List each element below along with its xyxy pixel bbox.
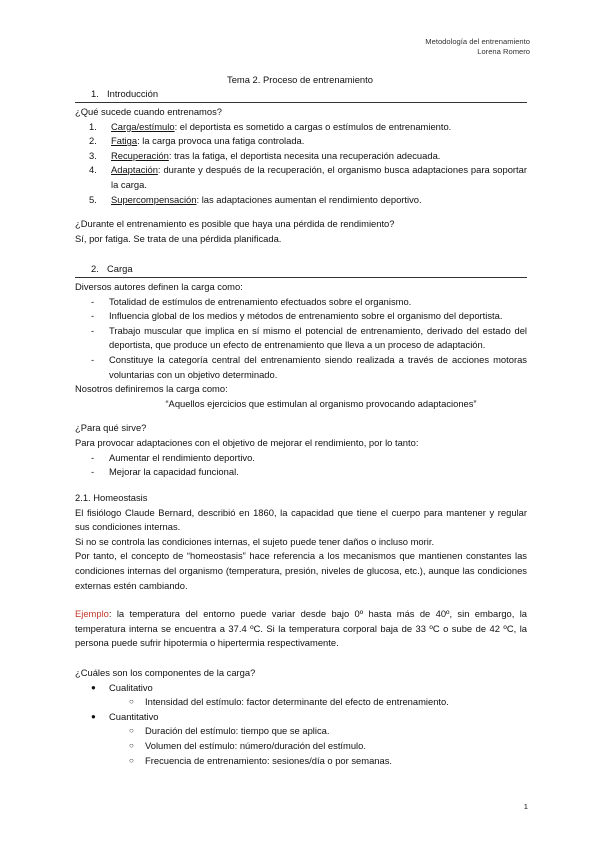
list-item: ○ Frecuencia de entrenamiento: sesiones/día o por semanas. (75, 754, 527, 769)
carga-quote: “Aquellos ejercicios que estimulan al organismo provocando adaptaciones” (165, 397, 477, 409)
list-item: ○ Intensidad del estímulo: factor determinante del efecto de entrenamiento. (75, 695, 527, 710)
page-number: 1 (523, 802, 528, 811)
list-item: - Influencia global de los medios y métodos de entrenamiento sobre el organismo del deportista. (91, 310, 503, 322)
section-1-divider (75, 102, 527, 103)
components-section (75, 666, 527, 768)
homeostasis-p3: Por tanto, el concepto de “homeostasis” hace referencia a los mecanismos que mantienen constantes las condiciones internas del organismo (temperatura, presión, niveles de glucosa, etc.), aunque las condiciones externas estén cambiando. (75, 550, 527, 591)
bullet-icon: ● (91, 682, 96, 692)
section-2-heading (75, 262, 527, 277)
section-2-number: 2. (91, 263, 99, 274)
section-1-body (75, 105, 527, 246)
purpose-question: ¿Para qué sirve? (75, 422, 147, 434)
list-item: 5. Supercompensación: las adaptaciones aumentan el rendimiento deportivo. (89, 193, 422, 205)
list-item: 2. Fatiga: la carga provoca una fatiga controlada. (89, 135, 305, 147)
carga-definitions-list (75, 295, 527, 383)
section-1-question: ¿Qué sucede cuando entrenamos? (75, 106, 222, 117)
circle-bullet-icon: ○ (129, 697, 134, 707)
list-item: - Constituye la categoría central del entrenamiento siendo realizada a través de acciones motoras voluntarias con un objetivo determinado. (91, 353, 527, 380)
list-item: ○ Volumen del estímulo: número/duración del estímulo. (75, 739, 527, 754)
page-title: Tema 2. Proceso de entrenamiento (227, 74, 373, 85)
list-item: - Trabajo muscular que implica en sí mismo el potencial de entrenamiento, derivado del estado del deportista, que produce un efecto de entrenamiento que lleva a un proceso de adaptación. (91, 324, 527, 351)
carga-own-definition-intro: Nosotros definiremos la carga como: (75, 383, 228, 395)
list-item: ○ Duración del estímulo: tiempo que se aplica. (75, 724, 527, 739)
purpose-list (75, 451, 527, 480)
section-1-question-2: ¿Durante el entrenamiento es posible que haya una pérdida de rendimiento? (75, 218, 395, 230)
section-1-heading (75, 87, 527, 102)
list-item: 3. Recuperación: tras la fatiga, el deportista necesita una recuperación adecuada. (89, 149, 441, 161)
section-1-answer-2: Sí, por fatiga. Se trata de una pérdida planificada. (75, 232, 282, 244)
section-2-divider (75, 277, 527, 278)
section-1-title: Introducción (107, 88, 159, 99)
section-1-number: 1. (91, 88, 99, 99)
section-2-title: Carga (107, 263, 133, 274)
circle-bullet-icon: ○ (129, 755, 134, 765)
header-author: Lorena Romero (477, 47, 530, 56)
homeostasis-heading: 2.1. Homeostasis (75, 492, 148, 503)
list-item: ● Cualitativo (75, 681, 527, 696)
qualitative-sublist (75, 695, 527, 710)
circle-bullet-icon: ○ (129, 740, 134, 750)
list-item: - Aumentar el rendimiento deportivo. (91, 451, 255, 463)
components-list-2 (75, 710, 527, 725)
circle-bullet-icon: ○ (129, 726, 134, 736)
quantitative-sublist (75, 724, 527, 768)
header-course: Metodología del entrenamiento (425, 37, 530, 46)
list-item: - Mejorar la capacidad funcional. (91, 466, 239, 478)
list-item: 1. Carga/estímulo: el deportista es sometido a cargas o estímulos de entrenamiento. (89, 120, 452, 132)
homeostasis-example: Ejemplo: la temperatura del entorno puede variar desde bajo 0º hasta más de 40º, sin embargo, la temperatura interna se encuentra a 37.4 ºC. Si la temperatura corporal baja de 33 ºC o sube de 42 ºC, la persona puede sufrir hipotermia o hipertermia respectivamente. (75, 608, 527, 649)
homeostasis-p1: El fisiólogo Claude Bernard, describió en 1860, la capacidad que tiene el cuerpo para mantener y regular sus condiciones internas. (75, 506, 527, 533)
list-item: - Totalidad de estímulos de entrenamiento efectuados sobre el organismo. (91, 295, 412, 307)
list-item: ● Cuantitativo (75, 710, 527, 725)
homeostasis-section (75, 491, 527, 651)
homeostasis-p2: Si no se controla las condiciones internas, el sujeto puede tener daños o incluso morir. (75, 535, 435, 547)
bullet-icon: ● (91, 711, 96, 721)
list-item: 4. Adaptación: durante y después de la recuperación, el organismo busca adaptaciones para soportar la carga. (89, 164, 527, 190)
purpose-text: Para provocar adaptaciones con el objetivo de mejorar el rendimiento, por lo tanto: (75, 436, 419, 448)
section-2-body (75, 280, 527, 480)
carga-intro: Diversos autores definen la carga como: (75, 281, 243, 292)
example-label: Ejemplo (75, 608, 109, 620)
training-steps-list (75, 120, 527, 208)
components-question: ¿Cuáles son los componentes de la carga? (75, 667, 256, 678)
components-list (75, 681, 527, 696)
